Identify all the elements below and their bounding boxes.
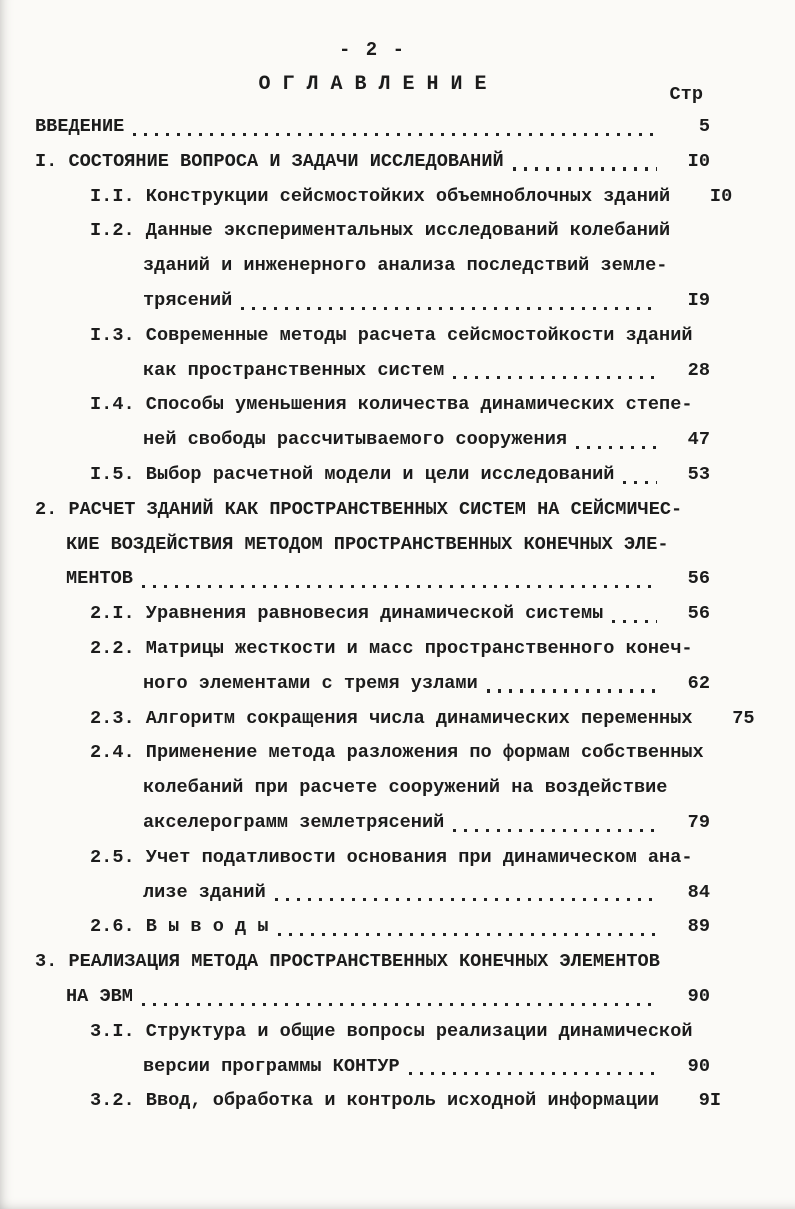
toc-line	[35, 354, 710, 389]
dot-leader	[142, 1003, 657, 1006]
dot-leader	[576, 446, 657, 449]
toc-line	[35, 423, 710, 458]
dot-leader	[612, 620, 657, 623]
pages-column-header: Стр	[669, 84, 703, 105]
dot-leader	[453, 829, 657, 832]
toc-page-number: I9	[687, 289, 710, 311]
dot-leader	[623, 481, 657, 484]
dot-leader	[241, 307, 657, 310]
toc-line-text: I.3. Современные методы расчета сейсмостойкости зданий	[90, 324, 693, 346]
toc-line-text: 2. РАСЧЕТ ЗДАНИЙ КАК ПРОСТРАНСТВЕННЫХ СИСТЕМ НА СЕЙСМИЧЕС-	[35, 498, 683, 520]
toc-line-text: ВВЕДЕНИЕ	[35, 116, 125, 137]
toc-line-text: I.2. Данные экспериментальных исследований колебаний	[90, 220, 671, 242]
toc-line-text: НА ЭВМ	[66, 985, 133, 1007]
toc-line-text: I. СОСТОЯНИЕ ВОПРОСА И ЗАДАЧИ ИССЛЕДОВАНИЙ	[35, 150, 504, 172]
toc-line	[35, 1084, 722, 1119]
toc	[35, 110, 755, 1119]
toc-line	[35, 806, 710, 841]
toc-line	[35, 841, 710, 876]
toc-line-text: зданий и инженерного анализа последствий земле-	[143, 255, 668, 277]
toc-line-text: I.5. Выбор расчетной модели и цели исследований	[90, 463, 615, 485]
toc-line	[35, 1050, 710, 1085]
toc-page-number: 53	[687, 463, 710, 485]
toc-line-text: версии программы КОНТУР	[143, 1055, 400, 1077]
toc-line-text: акселерограмм землетрясений	[143, 811, 445, 833]
toc-line	[35, 945, 710, 980]
toc-line	[35, 597, 710, 632]
toc-line-text: 2.6. В ы в о д ы	[90, 916, 269, 938]
dot-leader	[487, 689, 657, 692]
toc-line-text: МЕНТОВ	[66, 568, 133, 590]
toc-line	[35, 249, 710, 284]
toc-line-text: 2.3. Алгоритм сокращения числа динамических переменных	[90, 707, 693, 729]
toc-line	[35, 771, 710, 806]
toc-page-number: 75	[732, 707, 755, 729]
dot-leader	[513, 167, 657, 170]
toc-line	[35, 145, 710, 180]
toc-title: О Г Л А В Л Е Н И Е	[258, 73, 487, 96]
toc-page-number: 62	[687, 672, 710, 694]
toc-line	[35, 284, 710, 319]
toc-line	[35, 110, 710, 145]
toc-line	[35, 319, 710, 354]
toc-line	[35, 876, 710, 911]
toc-line	[35, 910, 710, 945]
toc-line	[35, 180, 733, 215]
toc-page-number: 5	[698, 116, 710, 137]
toc-line	[35, 1015, 710, 1050]
toc-page-number: 84	[687, 881, 710, 903]
toc-line	[35, 528, 710, 563]
toc-line	[35, 980, 710, 1015]
toc-line-text: 2.4. Применение метода разложения по формам собственных	[90, 742, 704, 764]
toc-page-number: 79	[687, 811, 710, 833]
toc-line-text: трясений	[143, 289, 233, 311]
toc-line-text: 3.I. Структура и общие вопросы реализации динамической	[90, 1020, 693, 1042]
toc-page-number: 47	[687, 429, 710, 451]
toc-line	[35, 388, 710, 423]
toc-line-text: КИЕ ВОЗДЕЙСТВИЯ МЕТОДОМ ПРОСТРАНСТВЕННЫХ КОНЕЧНЫХ ЭЛЕ-	[66, 533, 669, 555]
toc-page-number: 89	[687, 916, 710, 938]
dot-leader	[142, 585, 657, 588]
toc-page-number: 56	[687, 603, 710, 625]
toc-line	[35, 632, 710, 667]
toc-line-text: ного элементами с тремя узлами	[143, 672, 478, 694]
toc-line-text: колебаний при расчете сооружений на воздействие	[143, 777, 668, 799]
toc-line-text: I.I. Конструкции сейсмостойких объемноблочных зданий	[90, 185, 671, 207]
toc-line-text: 2.2. Матрицы жесткости и масс пространственного конеч-	[90, 637, 693, 659]
toc-page-number: I0	[709, 185, 733, 207]
toc-page-number: 56	[687, 568, 710, 590]
toc-line	[35, 736, 710, 771]
toc-page-number: I0	[687, 150, 710, 172]
dot-leader	[453, 376, 657, 379]
dot-leader	[278, 933, 657, 936]
toc-page-number: 90	[687, 1055, 710, 1077]
toc-line	[35, 214, 710, 249]
page-number: - 2 -	[338, 39, 406, 61]
toc-line-text: как пространственных систем	[143, 359, 445, 381]
toc-page-number: 28	[687, 359, 710, 381]
toc-line-text: ней свободы рассчитываемого сооружения	[143, 429, 568, 451]
toc-line-text: 3. РЕАЛИЗАЦИЯ МЕТОДА ПРОСТРАНСТВЕННЫХ КОНЕЧНЫХ ЭЛЕМЕНТОВ	[35, 951, 660, 973]
dot-leader	[409, 1072, 657, 1075]
toc-line-text: 2.I. Уравнения равновесия динамической системы	[90, 603, 604, 625]
dot-leader	[133, 133, 657, 136]
dot-leader	[275, 898, 657, 901]
toc-line	[35, 667, 710, 702]
toc-line-text: 3.2. Ввод, обработка и контроль исходной информации	[90, 1090, 660, 1112]
toc-line	[35, 493, 710, 528]
toc-line-text: 2.5. Учет податливости основания при динамическом ана-	[90, 846, 693, 868]
toc-line	[35, 562, 710, 597]
toc-line	[35, 702, 755, 737]
toc-line	[35, 458, 710, 493]
toc-page-number: 9I	[698, 1090, 722, 1112]
toc-line-text: I.4. Способы уменьшения количества динамических степе-	[90, 394, 693, 416]
toc-page-number: 90	[687, 985, 710, 1007]
toc-line-text: лизе зданий	[143, 881, 266, 903]
